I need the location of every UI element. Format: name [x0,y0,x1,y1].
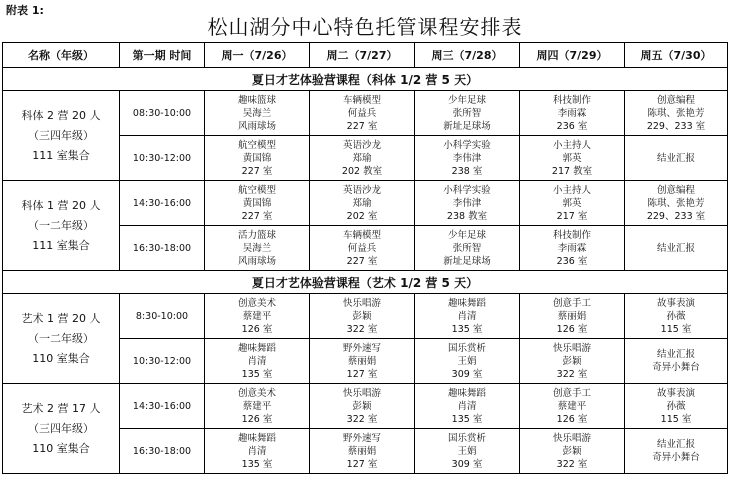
course-cell [310,429,415,474]
course-line: 航空模型 [237,184,276,196]
group-name-cell [3,91,120,181]
course-line: 风雨球场 [237,255,276,267]
course-line: 236 室 [556,255,588,267]
course-line: 郭英 [562,152,582,164]
time-slot: 08:30-10:00 [120,91,205,136]
course-cell [625,226,728,271]
course-line: 黄国锦 [242,152,272,164]
header-friday: 周五（7/30） [625,43,728,68]
course-line: 王娟 [457,445,477,457]
group-name-line: 111 室集合 [32,148,90,162]
course-line: 创意手工 [552,387,591,399]
course-line: 快乐唱游 [552,342,591,354]
course-cell [625,339,728,384]
attachment-label: 附表 1: [6,4,44,17]
course-cell [205,226,310,271]
course-line: 肖清 [457,400,477,412]
course-cell [310,226,415,271]
course-line: 郑瑜 [352,197,372,209]
course-line: 229、233 室 [646,120,706,132]
course-line: 故事表演 [656,297,695,309]
table-row [3,91,728,136]
course-cell [205,181,310,226]
course-line: 202 室 [346,210,378,222]
course-line: 英语沙龙 [342,184,381,196]
course-line: 趣味舞蹈 [237,432,276,444]
schedule-table [2,42,728,474]
header-time: 第一期 时间 [120,43,205,68]
course-line: 少年足球 [447,94,486,106]
course-cell [205,339,310,384]
course-cell [205,429,310,474]
course-line: 创意手工 [552,297,591,309]
course-line: 227 室 [346,255,378,267]
header-row [3,43,728,68]
course-line: 科技制作 [552,229,591,241]
group-name-line: 科体 1 营 20 人 [21,198,101,212]
schedule-body [3,68,728,474]
course-line: 小主持人 [552,139,591,151]
course-cell [205,91,310,136]
group-name-cell [3,294,120,384]
course-line: 肖清 [457,310,477,322]
course-line: 科技制作 [552,94,591,106]
course-line: 126 室 [556,323,588,335]
section-title: 夏日才艺体验营课程（艺术 1/2 营 5 天） [3,271,728,294]
course-cell [310,339,415,384]
course-line: 227 室 [346,120,378,132]
group-name-line: （一二年级） [28,218,94,232]
header-thursday: 周四（7/29） [520,43,625,68]
course-line: 小科学实验 [443,184,491,196]
course-cell [625,136,728,181]
course-line: 活力篮球 [237,229,276,241]
course-cell [205,136,310,181]
course-line: 陈琪、张艳芳 [647,107,705,119]
course-line: 小主持人 [552,184,591,196]
header-tuesday: 周二（7/27） [310,43,415,68]
course-line: 蔡丽娟 [347,355,377,367]
group-name-line: 艺术 1 营 20 人 [21,311,101,325]
course-line: 车辆模型 [342,229,381,241]
course-line: 快乐唱游 [552,432,591,444]
table-row [3,181,728,226]
course-line: 风雨球场 [237,120,276,132]
course-line: 217 教室 [551,165,593,177]
course-cell [310,384,415,429]
course-line: 小科学实验 [443,139,491,151]
course-line: 陈琪、张艳芳 [647,197,705,209]
course-line: 何益兵 [347,107,377,119]
group-name-line: 110 室集合 [32,441,90,455]
course-line: 127 室 [346,368,378,380]
course-line: 236 室 [556,120,588,132]
course-line: 蔡建平 [557,400,587,412]
course-cell [625,429,728,474]
group-name-cell [3,384,120,474]
course-cell [625,181,728,226]
course-line: 孙薇 [666,310,686,322]
course-line: 115 室 [660,323,692,335]
course-line: 奇异小舞台 [652,362,700,373]
course-line: 彭颖 [562,445,582,457]
course-line: 创意美术 [237,387,276,399]
course-line: 135 室 [241,368,273,380]
course-line: 趣味舞蹈 [447,387,486,399]
course-line: 郑瑜 [352,152,372,164]
course-line: 吴海兰 [242,107,272,119]
header-wednesday: 周三（7/28） [415,43,520,68]
course-line: 115 室 [660,413,692,425]
course-line: 野外速写 [342,342,381,354]
course-cell [625,91,728,136]
course-line: 126 室 [241,413,273,425]
course-cell [415,339,520,384]
group-name-line: 110 室集合 [32,351,90,365]
table-row [3,294,728,339]
course-line: 238 室 [451,165,483,177]
time-slot: 10:30-12:00 [120,136,205,181]
course-line: 肖清 [247,355,267,367]
course-cell [310,294,415,339]
group-name-line: 科体 2 营 20 人 [21,108,101,122]
course-cell [520,294,625,339]
course-line: 126 室 [556,413,588,425]
group-name-line: （三四年级） [28,128,94,142]
time-slot: 16:30-18:00 [120,429,205,474]
section-row [3,271,728,294]
course-line: 217 室 [556,210,588,222]
course-line: 国乐赏析 [447,432,486,444]
course-cell [310,91,415,136]
course-line: 黄国锦 [242,197,272,209]
table-row [3,384,728,429]
course-line: 创意编程 [656,94,695,106]
course-line: 新址足球场 [443,255,491,267]
course-cell [520,91,625,136]
group-name-cell [3,181,120,271]
course-line: 结业汇报 [656,152,695,164]
course-cell [520,136,625,181]
course-line: 227 室 [241,165,273,177]
time-slot: 14:30-16:00 [120,181,205,226]
time-slot: 16:30-18:00 [120,226,205,271]
course-line: 322 室 [556,458,588,470]
course-cell [520,181,625,226]
section-row [3,68,728,91]
course-line: 238 教室 [446,210,488,222]
course-line: 135 室 [451,323,483,335]
course-line: 少年足球 [447,229,486,241]
header-name: 名称（年级） [3,43,120,68]
course-cell [520,384,625,429]
course-line: 孙薇 [666,400,686,412]
course-line: 故事表演 [656,387,695,399]
course-line: 135 室 [451,413,483,425]
time-slot: 8:30-10:00 [120,294,205,339]
time-slot: 10:30-12:00 [120,339,205,384]
course-line: 李伟津 [452,197,482,209]
group-name-line: （一二年级） [28,331,94,345]
course-cell [310,136,415,181]
course-line: 张所智 [452,242,482,254]
course-line: 趣味篮球 [237,94,276,106]
course-line: 奇异小舞台 [652,452,700,463]
course-line: 快乐唱游 [342,297,381,309]
course-line: 127 室 [346,458,378,470]
course-line: 322 室 [556,368,588,380]
course-line: 彭颖 [352,310,372,322]
course-line: 趣味舞蹈 [447,297,486,309]
course-cell [415,91,520,136]
course-line: 结业汇报 [656,439,695,450]
section-title: 夏日才艺体验营课程（科体 1/2 营 5 天） [3,68,728,91]
header-monday: 周一（7/26） [205,43,310,68]
course-line: 快乐唱游 [342,387,381,399]
course-line: 202 教室 [341,165,383,177]
group-name-line: 艺术 2 营 17 人 [21,401,101,415]
course-line: 野外速写 [342,432,381,444]
group-name-line: （三四年级） [28,421,94,435]
course-line: 135 室 [241,458,273,470]
course-line: 322 室 [346,323,378,335]
course-cell [415,384,520,429]
course-cell [520,429,625,474]
course-line: 322 室 [346,413,378,425]
course-line: 李雨霖 [557,242,587,254]
course-line: 309 室 [451,368,483,380]
course-line: 张所智 [452,107,482,119]
course-line: 126 室 [241,323,273,335]
course-line: 郭英 [562,197,582,209]
course-line: 肖清 [247,445,267,457]
course-cell [520,339,625,384]
course-cell [520,226,625,271]
course-cell [205,384,310,429]
course-line: 吴海兰 [242,242,272,254]
course-line: 蔡建平 [242,400,272,412]
course-cell [415,181,520,226]
course-line: 蔡建平 [242,310,272,322]
course-line: 结业汇报 [656,242,695,254]
course-line: 何益兵 [347,242,377,254]
course-line: 王娟 [457,355,477,367]
course-cell [415,226,520,271]
course-line: 蔡丽娟 [347,445,377,457]
course-cell [415,429,520,474]
document-title: 松山湖分中心特色托管课程安排表 [207,15,523,39]
course-line: 彭颖 [352,400,372,412]
course-line: 彭颖 [562,355,582,367]
course-line: 车辆模型 [342,94,381,106]
course-cell [415,294,520,339]
course-line: 国乐赏析 [447,342,486,354]
course-line: 309 室 [451,458,483,470]
course-cell [625,294,728,339]
course-line: 李伟津 [452,152,482,164]
time-slot: 14:30-16:00 [120,384,205,429]
group-name-line: 111 室集合 [32,238,90,252]
course-line: 创意编程 [656,184,695,196]
course-line: 李雨霖 [557,107,587,119]
course-cell [625,384,728,429]
course-line: 结业汇报 [656,349,695,360]
course-line: 229、233 室 [646,210,706,222]
course-line: 趣味舞蹈 [237,342,276,354]
course-line: 蔡丽娟 [557,310,587,322]
course-cell [310,181,415,226]
course-cell [415,136,520,181]
course-line: 新址足球场 [443,120,491,132]
course-line: 227 室 [241,210,273,222]
course-line: 创意美术 [237,297,276,309]
course-line: 航空模型 [237,139,276,151]
course-cell [205,294,310,339]
course-line: 英语沙龙 [342,139,381,151]
